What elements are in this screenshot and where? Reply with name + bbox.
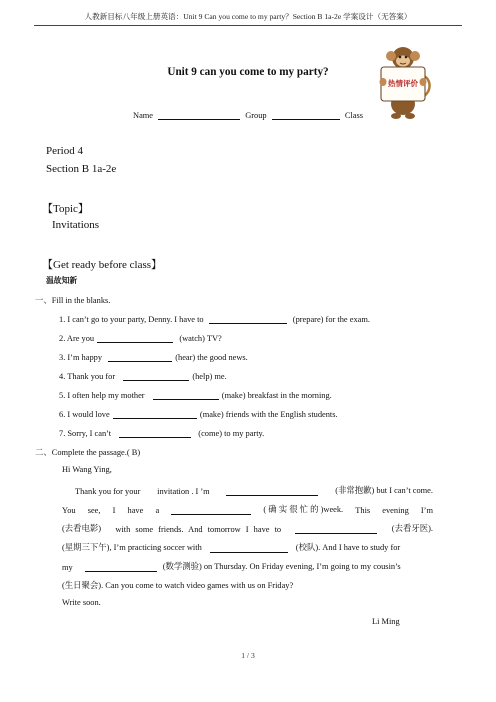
answer-blank[interactable] [113, 409, 197, 419]
letter-signature: Li Ming [372, 617, 400, 626]
answer-blank[interactable] [108, 352, 172, 362]
passage-line-3: (去看电影) with some friends. And tomorrow I have to (去看牙医). [62, 524, 433, 534]
answer-blank[interactable] [85, 562, 157, 572]
monkey-badge-icon [370, 46, 436, 120]
topic-text: Invitations [52, 219, 100, 231]
letter-greeting: Hi Wang Ying, [62, 465, 112, 474]
answer-blank[interactable] [295, 524, 377, 534]
part2-heading: 二、Complete the passage.( B) [35, 448, 141, 457]
passage-line-4: (星期三下午), I’m practicing soccer with (校队). And I have to study for [62, 543, 401, 552]
passage-line-6: (生日聚会). Can you come to watch video games with us on Friday? [62, 581, 294, 590]
name-blank[interactable] [158, 110, 240, 120]
group-blank[interactable] [272, 110, 340, 120]
answer-blank[interactable] [123, 371, 189, 381]
name-group-class-row [0, 110, 496, 120]
period-label: Period 4 [46, 145, 83, 157]
blank-item-1: 1. I can’t go to your party, Denny. I have to (prepare) for the exam. [59, 315, 370, 324]
answer-blank[interactable] [226, 486, 318, 496]
class-label: Class [344, 111, 363, 120]
ready-heading: 【Get ready before class】 [42, 259, 163, 271]
header-rule [34, 25, 462, 26]
badge-text: 热情评价 [388, 79, 418, 88]
topic-heading: 【Topic】 [42, 203, 89, 215]
blank-item-7: 7. Sorry, I can’t (come) to my party. [59, 429, 265, 438]
page-number: 1 / 3 [241, 651, 255, 660]
blank-item-3: 3. I’m happy (hear) the good news. [59, 353, 248, 362]
answer-blank[interactable] [210, 543, 288, 553]
section-label: Section B 1a-2e [46, 163, 117, 175]
blank-item-4: 4. Thank you for (help) me. [59, 372, 227, 381]
name-label: Name [133, 111, 154, 120]
blank-item-5: 5. I often help my mother (make) breakfast in the morning. [59, 391, 332, 400]
letter-closing: Write soon. [62, 598, 101, 607]
answer-blank[interactable] [153, 390, 219, 400]
passage-line-1: Thank you for your invitation . I ’m (非常抱歉) but I can’t come. [75, 486, 433, 496]
group-label: Group [245, 111, 267, 120]
review-label: 温故知新 [46, 276, 78, 285]
answer-blank[interactable] [209, 314, 287, 324]
blank-item-2: 2. Are you (watch) TV? [59, 334, 222, 343]
answer-blank[interactable] [119, 428, 191, 438]
passage-line-5: my (数学测验) on Thursday. On Friday evening, I’m going to my cousin’s [62, 562, 401, 572]
page-header: 人教新目标八年级上册英语：Unit 9 Can you come to my party？Section B 1a-2e 学案设计（无答案） [84, 12, 412, 21]
answer-blank[interactable] [97, 333, 173, 343]
worksheet-title: Unit 9 can you come to my party? [167, 66, 329, 78]
part1-heading: 一、Fill in the blanks. [35, 296, 111, 305]
blank-item-6: 6. I would love (make) friends with the English students. [59, 410, 338, 419]
passage-line-2: You see, I have a ( 确 实 很 忙 的 )week. This evening I’m [62, 505, 433, 515]
answer-blank[interactable] [171, 505, 251, 515]
